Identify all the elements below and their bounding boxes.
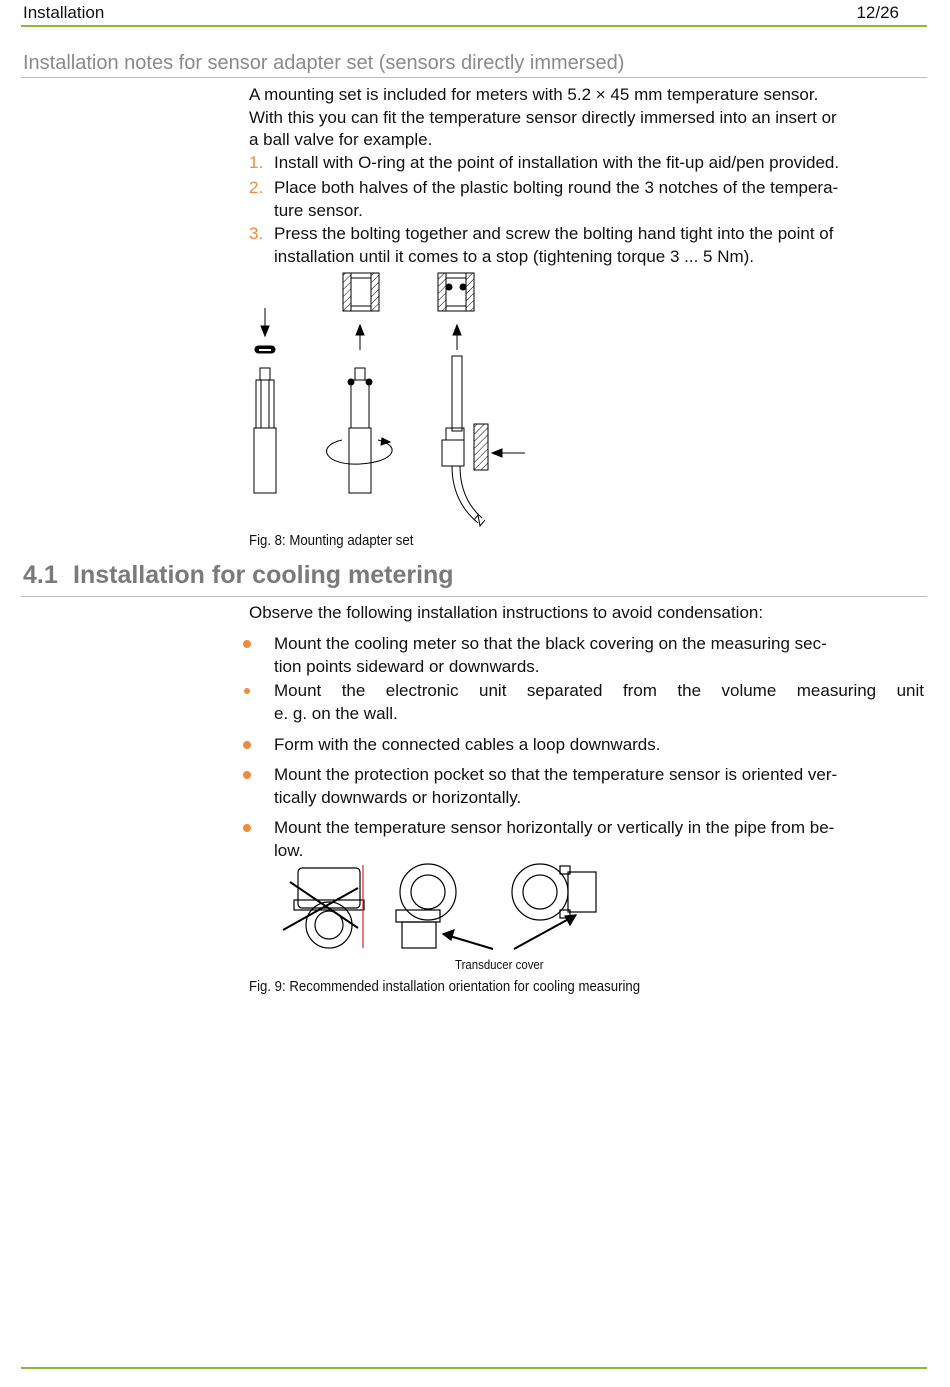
- bullet-icon: [244, 688, 250, 694]
- footer-rule: [21, 1367, 927, 1369]
- header-section-title: Installation: [23, 3, 105, 22]
- bullet-text: Mount the temperature sensor horizontally or vertically in the pipe from be-: [274, 818, 835, 837]
- page-number: 12/26: [856, 3, 899, 22]
- header-rule: [21, 25, 927, 27]
- cooling-orientation-figure: [278, 860, 608, 960]
- intro-line: a ball valve for example.: [249, 130, 433, 150]
- step-number: 3.: [249, 224, 264, 243]
- step-text: Place both halves of the plastic bolting round the 3 notches of the tempera-: [274, 178, 839, 197]
- bullet-text: Mount the protection pocket so that the temperature sensor is oriented ver-: [274, 765, 838, 784]
- bullet-text: Mount the cooling meter so that the black covering on the measuring sec-: [274, 634, 827, 653]
- bullet-icon: [243, 741, 251, 749]
- bullet-icon: [243, 640, 251, 648]
- figure-8-caption: Fig. 8: Mounting adapter set: [249, 532, 414, 549]
- section-title-sensor-adapter: Installation notes for sensor adapter set (sensors directly immersed): [23, 52, 625, 74]
- figure-9-caption: Fig. 9: Recommended installation orientation for cooling measuring: [249, 978, 641, 995]
- intro-line: With this you can fit the temperature sensor directly immersed into an insert or: [249, 107, 837, 127]
- bullet-text: Form with the connected cables a loop downwards.: [274, 735, 661, 754]
- step-number: 2.: [249, 178, 264, 197]
- bullet-text: low.: [274, 840, 304, 860]
- intro-paragraph: [249, 84, 924, 152]
- heading-text: Installation for cooling metering: [73, 561, 454, 589]
- transducer-cover-label: Transducer cover: [455, 957, 544, 972]
- section-rule: [21, 596, 927, 597]
- step-text: Install with O-ring at the point of installation with the fit-up aid/pen provided.: [274, 153, 840, 172]
- step-text: installation until it comes to a stop (tightening torque 3 ... 5 Nm).: [274, 246, 755, 266]
- step-text: Press the bolting together and screw the bolting hand tight into the point of: [274, 224, 834, 243]
- bullet-icon: [243, 771, 251, 779]
- step-number: 1.: [249, 153, 264, 172]
- bullet-icon: [243, 824, 251, 832]
- cooling-intro: Observe the following installation instructions to avoid condensation:: [249, 603, 764, 622]
- heading-number: 4.1: [23, 561, 58, 589]
- bullet-text: tion points sideward or downwards.: [274, 656, 540, 676]
- bullet-text: e. g. on the wall.: [274, 703, 398, 723]
- step-text: ture sensor.: [274, 200, 363, 220]
- bullet-text: tically downwards or horizontally.: [274, 787, 522, 807]
- mounting-adapter-figure: [230, 268, 540, 533]
- bullet-text: Mount the electronic unit separated from the volume measuring unit: [274, 681, 924, 700]
- heading-cooling-metering: [23, 561, 454, 590]
- intro-line: A mounting set is included for meters with 5.2 × 45 mm temperature sensor.: [249, 85, 819, 104]
- section-rule: [21, 77, 927, 78]
